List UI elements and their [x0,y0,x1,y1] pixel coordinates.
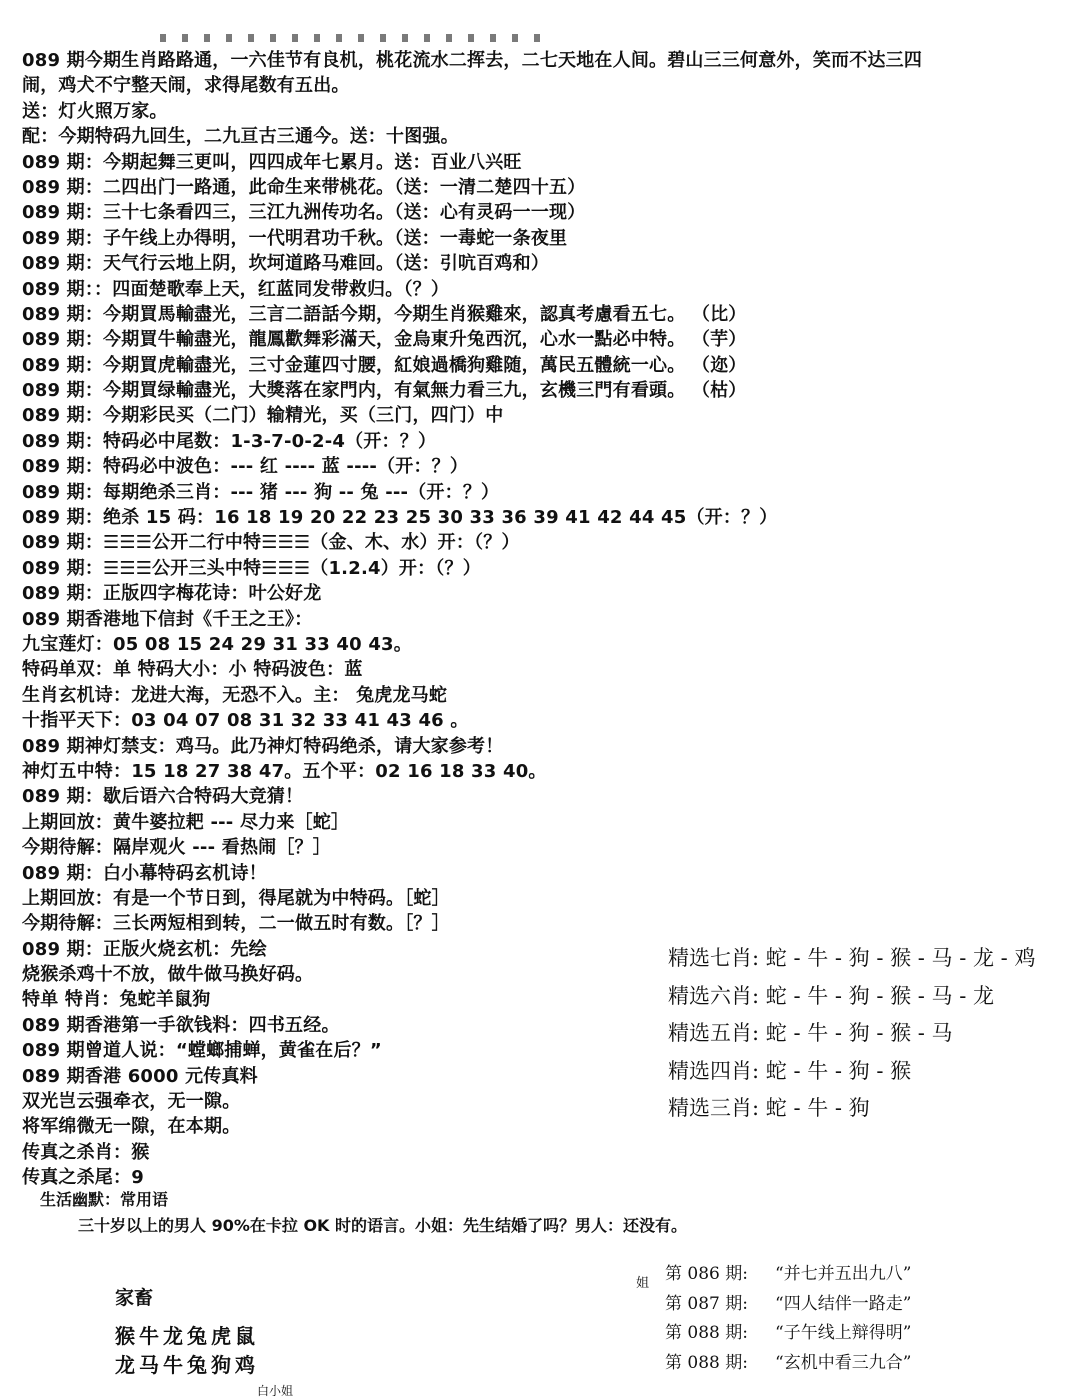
text-line: 烧猴杀鸡十不放，做牛做马换好码。 [22,964,314,986]
text-line: 配：今期特码九回生，二九亘古三通今。送：十图强。 [22,126,459,148]
text-line: 上期回放：有是一个节日到，得尾就为中特码。［蛇］ [22,887,450,909]
text-line: 089 期：二四出门一路通，此命生来带桃花。（送：一清二楚四十五） [22,176,586,198]
livestock-box [115,1283,300,1399]
text-line: 089 期香港地下信封《千王之王》： [22,608,313,630]
history-row [665,1349,911,1379]
text-line: 089 期：☰☰☰公开三头中特☰☰☰（1.2.4）开：（？） [22,557,481,579]
history-text: “四人结伴一路走” [775,1293,912,1314]
text-line: 089 期：今期買绿輸盡光，大獎落在家門内，有氣無力看三九，玄機三門有看頭。 （枯） [22,380,747,402]
text-line: 特单 特肖：兔蛇羊鼠狗 [22,989,211,1011]
text-line: 089 期香港 6000 元传真料 [22,1065,258,1087]
text-line: 089 期：今期買虎輸盡光，三寸金蓮四寸腰，紅娘過橋狗雞随，萬民五體統一心。 （迩） [22,354,747,376]
text-line: 送：灯火照万家。 [22,100,168,122]
history-list [665,1260,911,1378]
humor-text: 三十岁以上的男人 90%在卡拉 OK 时的语言。小姐：先生结婚了吗？男人：还没有。 [78,1216,688,1235]
text-line: 089 期：子午线上办得明，一代明君功千秋。（送：一毒蛇一条夜里 [22,227,568,249]
text-line: 089 期今期生肖路路通，一六佳节有良机，桃花流水二挥去，二七天地在人间。碧山三三何意外，笑而不达三四 [22,50,923,71]
history-text: “子午线上辩得明” [775,1323,912,1343]
pick-value: 蛇 - 牛 - 狗 - 猴 [765,1058,912,1083]
pick-row [668,1053,1035,1091]
text-line: 神灯五中特：15 18 27 38 47。五个平：02 16 18 33 40。 [22,760,547,782]
pick-label: 精选六肖: [668,983,760,1008]
pick-value: 蛇 - 牛 - 狗 - 猴 - 马 - 龙 [765,983,994,1008]
text-line: 089 期：正版四字梅花诗：叶公好龙 [22,583,322,605]
pick-row [668,1090,1035,1128]
pick-value: 蛇 - 牛 - 狗 - 猴 - 马 [765,1021,953,1045]
livestock-footer: 白小姐 [257,1384,294,1398]
text-line: 089 期：三十七条看四三，三江九洲传功名。（送：心有灵码一一现） [22,202,586,224]
text-line: 上期回放：黄牛婆拉耙 --- 尽力来［蛇］ [22,811,350,833]
livestock-row-2: 龙马牛兔狗鸡 [115,1353,259,1377]
text-line: 今期待解：三长两短相到转，二一做五时有数。［？］ [22,913,450,935]
scan-artifact [160,34,550,42]
history-row [665,1260,911,1290]
text-line: 089 期：绝杀 15 码：16 18 19 20 22 23 25 30 33 36 39 41 42 44 45（开：？） [22,507,778,529]
side-mark: 姐 [636,1276,650,1291]
text-line: 特码单双：单 特码大小：小 特码波色：蓝 [22,659,363,681]
text-line: 089 期：今期買馬輸盡光，三言二語話今期，今期生肖猴雞來，認真考慮看五七。 （比） [22,303,747,325]
history-period: 第 086 期: [665,1264,748,1284]
text-line: 089 期：每期绝杀三肖：--- 猪 --- 狗 -- 兔 ---（开：？） [22,481,500,503]
text-line: 089 期：歇后语六合特码大竞猜！ [22,786,304,808]
pick-row [668,940,1035,978]
text-line: 双光岂云强牵衣，无一隙。 [22,1091,241,1113]
text-line: 089 期：天气行云地上阴，坎坷道路马难回。（送：引吭百鸡和） [22,253,550,275]
pick-label: 精选七肖: [668,946,760,970]
history-period: 第 087 期: [665,1293,748,1314]
text-line: 十指平天下：03 04 07 08 31 32 33 41 43 46 。 [22,710,469,732]
text-line: 089 期：特码必中波色：--- 红 ---- 蓝 ----（开：？） [22,456,469,478]
selected-zodiac-list [668,940,1035,1128]
text-line: 089 期：☰☰☰公开二行中特☰☰☰（金、木、水）开：（？） [22,532,520,554]
text-line: 传真之杀尾：9 [22,1167,144,1189]
text-line: 传真之杀肖：猴 [22,1141,150,1163]
history-period: 第 088 期: [665,1352,748,1373]
history-row [665,1290,911,1320]
history-text: “并七并五出九八” [775,1264,912,1284]
livestock-row-1: 猴牛龙兔虎鼠 [115,1324,259,1348]
text-line: 089 期：今期買牛輸盡光，龍鳳歡舞彩滿天，金烏東升兔西沉，心水一點必中特。 （芋） [22,329,747,351]
history-text: “玄机中看三九合” [775,1352,912,1373]
pick-value: 蛇 - 牛 - 狗 - 猴 - 马 - 龙 - 鸡 [765,946,1036,970]
pick-label: 精选五肖: [668,1021,760,1045]
text-line: 089 期：白小幕特码玄机诗！ [22,862,267,884]
pick-row [668,978,1035,1016]
text-line: 今期待解：隔岸观火 --- 看热闹［？］ [22,837,331,859]
text-line: 九宝莲灯：05 08 15 24 29 31 33 40 43。 [22,633,412,655]
text-line: 生肖玄机诗：龙进大海，无恐不入。主： 兔虎龙马蛇 [22,684,448,706]
text-line: 089 期神灯禁支：鸡马。此乃神灯特码绝杀，请大家参考！ [22,735,504,757]
text-line: 089 期：：四面楚歌奉上天，红蓝同发带救归。（？） [22,278,450,300]
pick-row [668,1015,1035,1053]
livestock-title: 家畜 [115,1287,154,1309]
pick-label: 精选三肖: [668,1096,760,1120]
text-line: 089 期：今期彩民买（二门）输精光，买（三门，四门）中 [22,405,504,427]
text-line: 089 期：正版火烧玄机：先绘 [22,938,267,960]
history-period: 第 088 期: [665,1323,748,1343]
text-line: 089 期：特码必中尾数：1-3-7-0-2-4（开：？） [22,430,437,452]
text-line: 将军绵微无一隙，在本期。 [22,1116,241,1138]
pick-value: 蛇 - 牛 - 狗 [765,1096,870,1120]
text-line: 闹，鸡犬不宁整天闹，求得尾数有五出。 [22,75,350,97]
text-line: 089 期：今期起舞三更叫，四四成年七累月。送：百业八兴旺 [22,151,522,173]
text-line: 089 期香港第一手欲钱料：四书五经。 [22,1014,340,1036]
history-row [665,1319,911,1349]
text-line: 089 期曾道人说：“螳螂捕蝉，黄雀在后？” [22,1040,382,1062]
pick-label: 精选四肖: [668,1058,760,1083]
humor-title: 生活幽默：常用语 [40,1190,169,1209]
